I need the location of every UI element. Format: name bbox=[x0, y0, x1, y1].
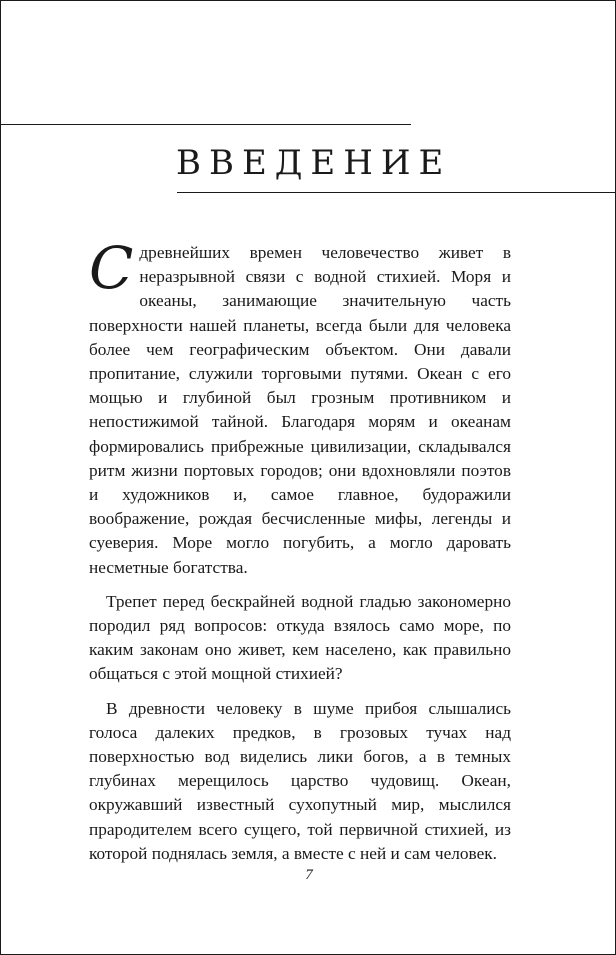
paragraph-3: В древности человеку в шуме прибоя слышались голоса далеких предков, в грозовых тучах над поверхностью вод виделись лики богов, а в темных глубинах мерещилось царство чудовищ. Океан, окружавший известный сухопутный мир, мыслился прародителем всего сущего, той первичной стихией, из которой поднялась земля, а вместе с ней и сам человек. bbox=[89, 698, 511, 863]
title-rule-top bbox=[1, 124, 411, 125]
body-text bbox=[89, 234, 511, 866]
paragraph-2: Трепет перед бескрайней водной гладью закономерно породил ряд вопросов: откуда взялось само море, по каким законам оно живет, кем населено, как правильно общаться с этой мощной стихией? bbox=[89, 591, 511, 684]
drop-cap: С bbox=[89, 234, 134, 302]
chapter-title: ВВЕДЕНИЕ bbox=[176, 143, 452, 183]
page-number: 7 bbox=[305, 867, 313, 883]
paragraph-1-text: древнейших времен человечество живет в неразрывной связи с водной стихией. Моря и океаны, занимающие значительную часть поверхности нашей планеты, всегда были для человека более чем географическим объектом. Они давали пропитание, служили торговыми путями. Океан с его мощью и глубиной был грозным противником и непостижимой тайной. Благодаря морям и океанам формировались прибрежные цивилизации, складывался ритм жизни портовых городов; они вдохновляли поэтов и художников и, самое главное, будоражили воображение, рождая бесчисленные мифы, легенды и суеверия. Море могло погубить, а могло даровать несметные богатства. bbox=[89, 243, 511, 577]
title-rule-bottom bbox=[177, 192, 616, 193]
paragraph-1 bbox=[89, 234, 511, 580]
